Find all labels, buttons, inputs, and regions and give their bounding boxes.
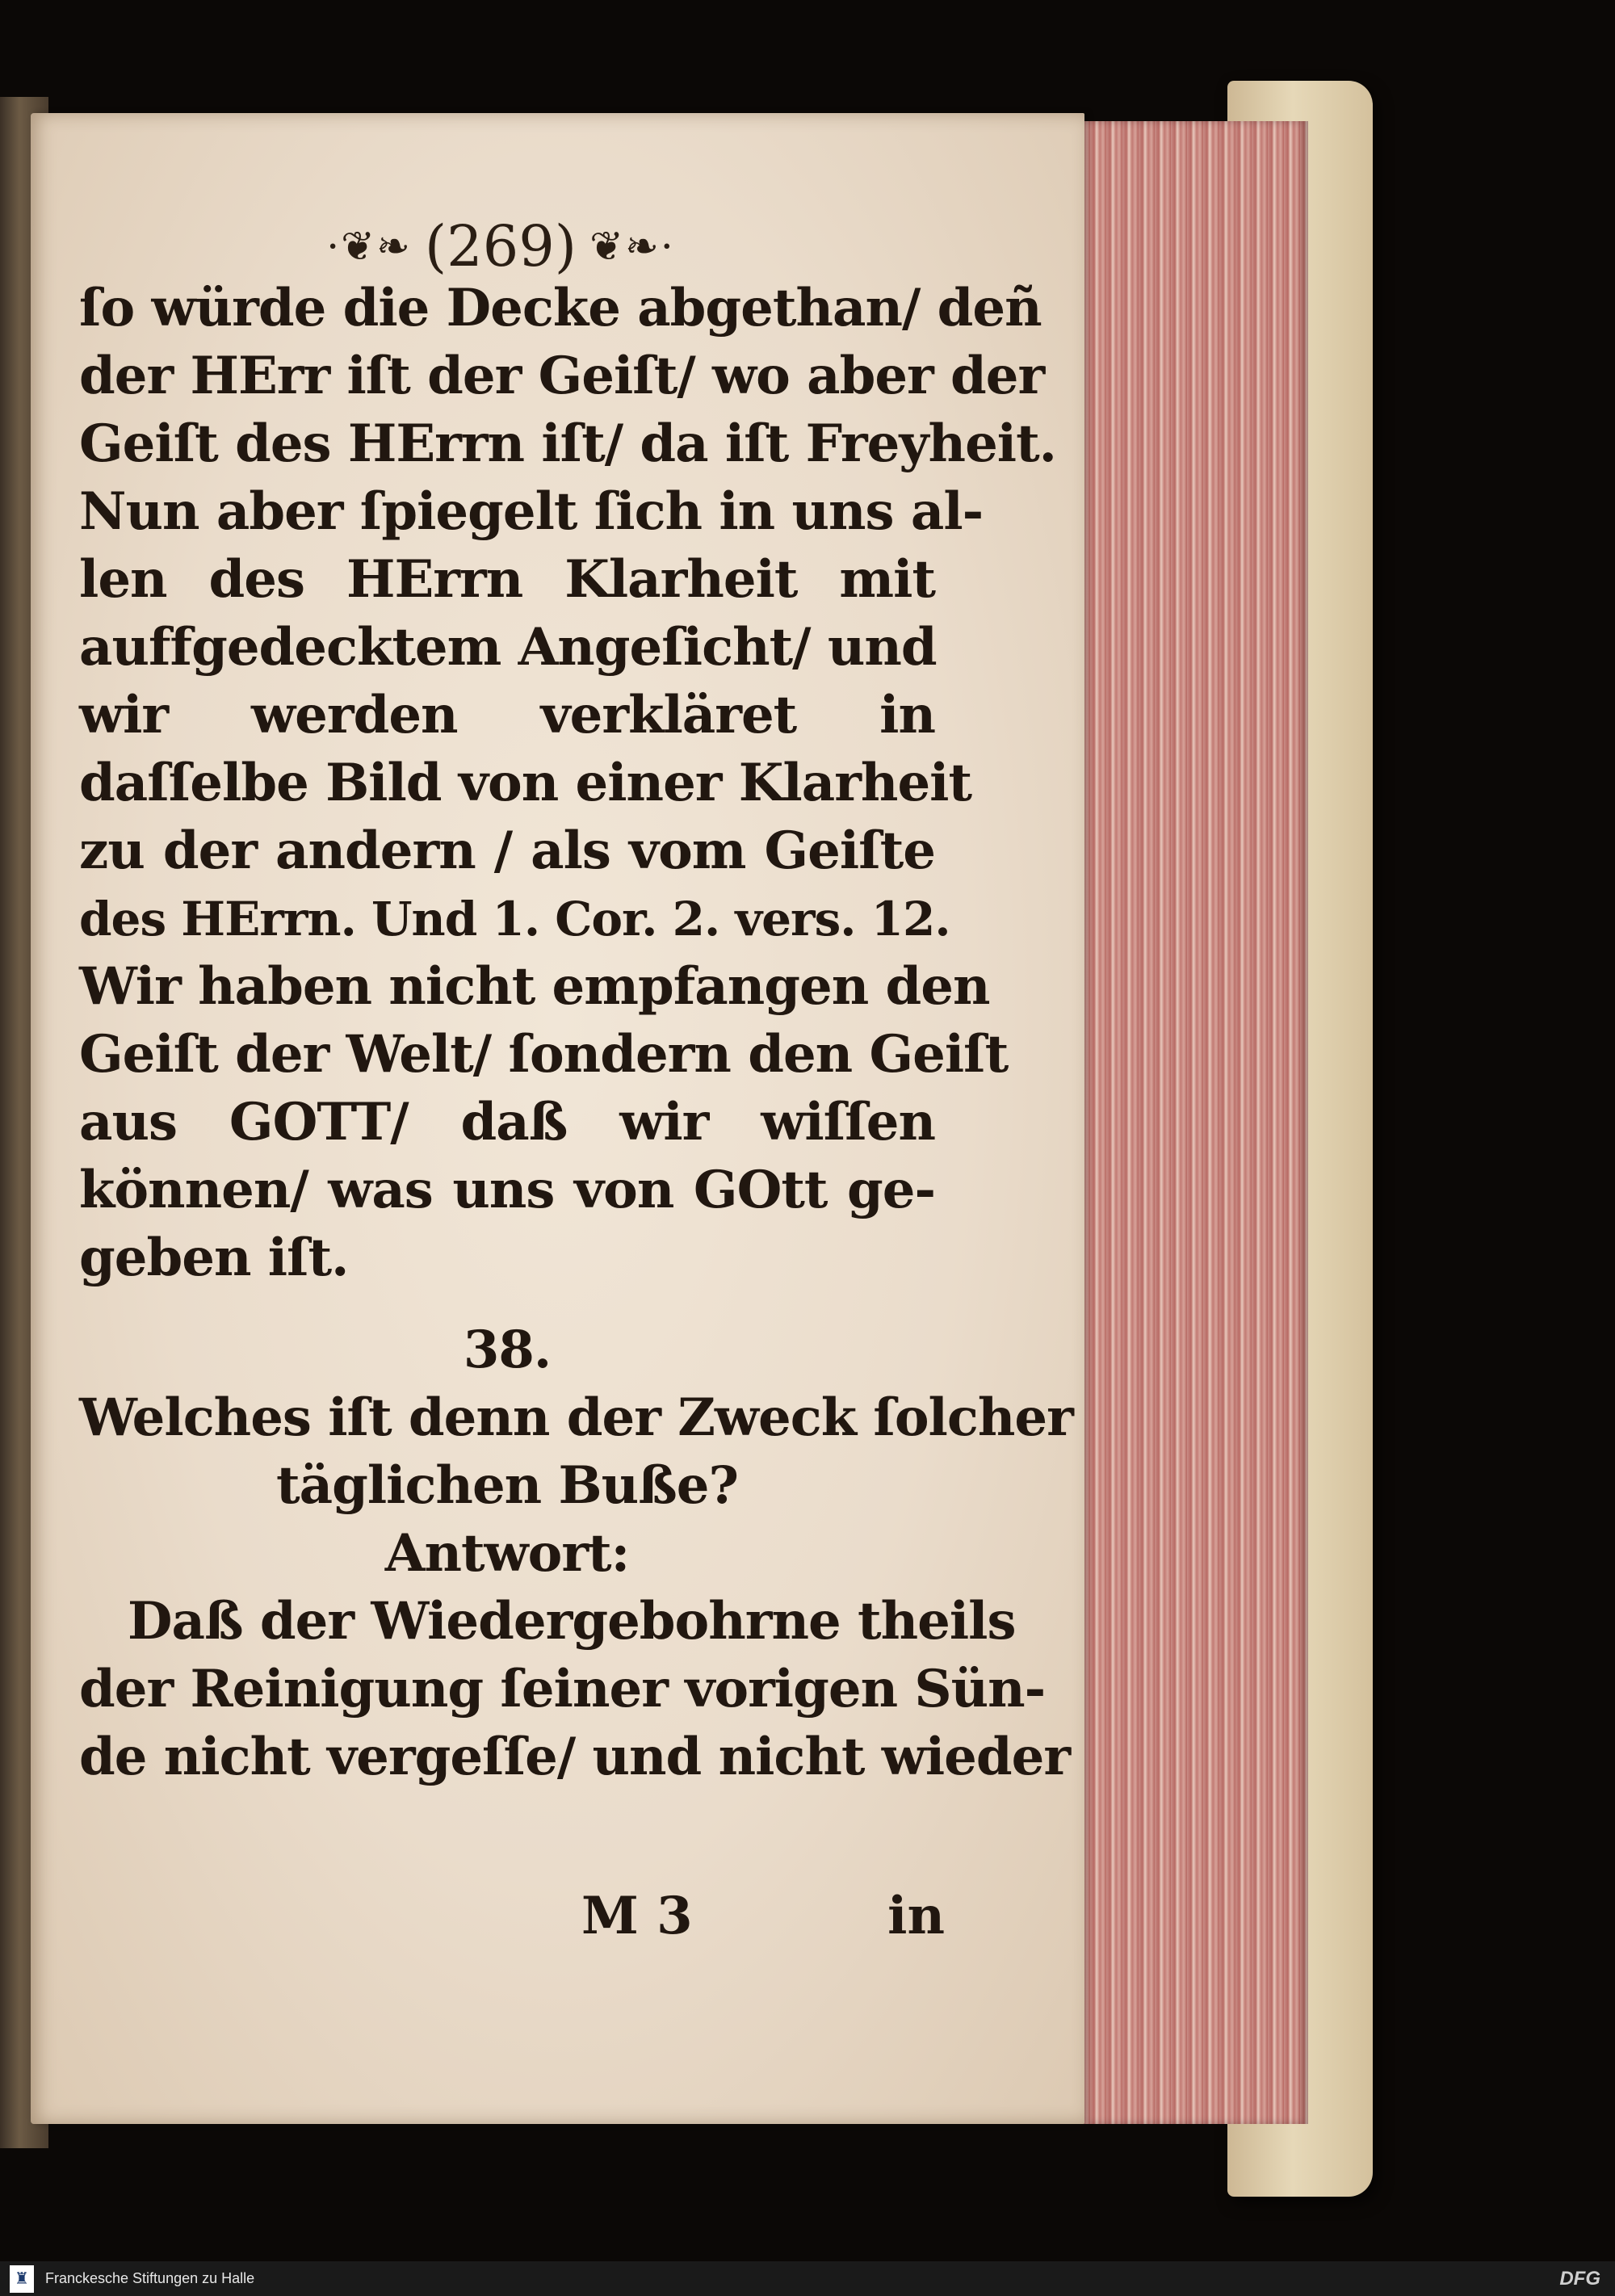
page-edges [1074, 121, 1308, 2124]
ornament-left-icon: ·❦❧ [326, 223, 412, 270]
answer-line: der Reinigung ſeiner vorigen Sün- [79, 1659, 1046, 1719]
text-line: aus GOTT/ daß wir wiſſen [79, 1092, 935, 1152]
answer-line: de nicht vergeſſe/ und nicht wieder [79, 1727, 1071, 1787]
text-line: des HErrn. Und 1. Cor. 2. vers. 12. [79, 892, 950, 947]
text-line: Wir haben nicht empfangen den [79, 956, 990, 1017]
answer-heading: Antwort: [384, 1523, 630, 1584]
institution-name: Franckesche Stiftungen zu Halle [45, 2270, 255, 2286]
question [79, 1384, 1073, 1520]
page-text [79, 275, 1073, 1791]
text-line: auffgedecktem Angeſicht/ und [79, 617, 937, 678]
text-line: Nun aber ſpiegelt ſich in uns al- [79, 481, 984, 542]
question-line: Welches iſt denn der Zweck ſolcher [79, 1387, 1073, 1448]
text-line: daſſelbe Bild von einer Klarheit [79, 753, 972, 813]
catchword: in [887, 1885, 945, 1946]
text-line: Geiſt des HErrn iſt/ da iſt Freyheit. [79, 413, 1056, 474]
page-header [299, 214, 703, 279]
page-footer-marks [581, 1882, 945, 1950]
text-line: geben iſt. [79, 1228, 349, 1288]
question-line: täglichen Buße? [276, 1455, 738, 1516]
text-line: ſo würde die Decke abgethan/ deñ [79, 278, 1042, 338]
section-number: 38. [463, 1320, 552, 1380]
text-line: zu der andern / als vom Geiſte [79, 821, 935, 881]
text-line: Geiſt der Welt/ ſondern den Geiſt [79, 1024, 1009, 1085]
dfg-logo: DFG [1559, 2267, 1600, 2290]
answer-line: Daß der Wiedergebohrne theils [128, 1591, 1016, 1652]
text-line: können/ was uns von GOtt ge- [79, 1160, 935, 1220]
text-line: len des HErrn Klarheit mit [79, 549, 935, 610]
francke-foundation-logo-icon: ♜ [10, 2265, 34, 2293]
text-line: wir werden verkläret in [79, 685, 935, 745]
footer-bar [0, 2261, 1615, 2296]
page-number: (269) [424, 213, 577, 279]
ornament-right-icon: ❦❧· [589, 223, 675, 270]
text-line: der HErr iſt der Geiſt/ wo aber der [79, 346, 1045, 406]
signature-mark: M 3 [581, 1885, 693, 1946]
